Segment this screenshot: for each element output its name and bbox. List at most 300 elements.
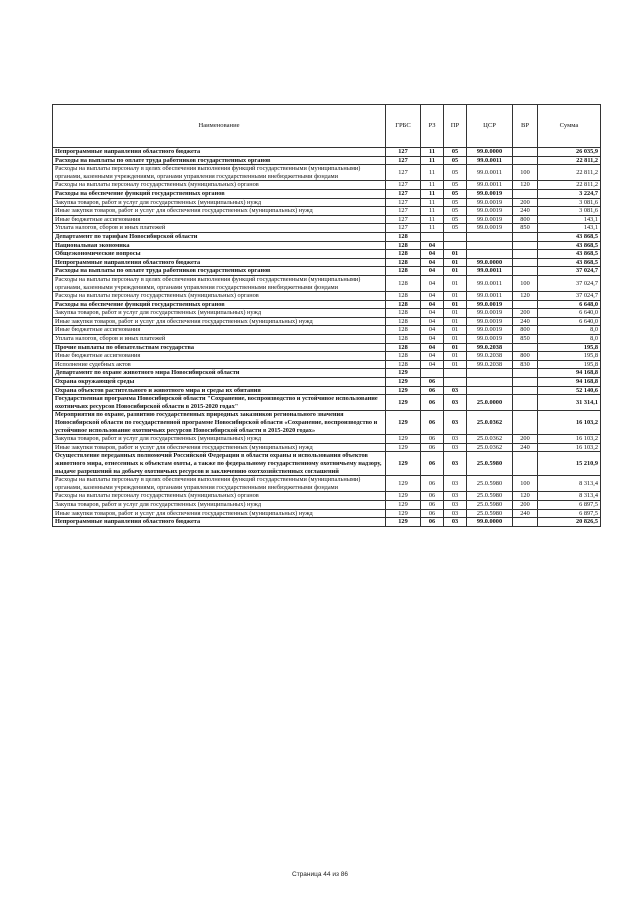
cell-vr	[513, 378, 538, 387]
cell-vr: 100	[513, 476, 538, 492]
table-row	[53, 395, 601, 411]
cell-rz: 04	[421, 250, 444, 259]
cell-pr	[444, 378, 467, 387]
cell-grbs: 129	[386, 369, 421, 378]
cell-vr: 800	[513, 326, 538, 335]
cell-pr: 03	[444, 518, 467, 527]
cell-name: Непрограммные направления областного бюджета	[53, 258, 386, 267]
cell-name: Осуществление переданных полномочий Российской Федерации в области охраны и использования объектов животного мира, отнесенных к объектам охоты, а также по федеральному государственному охотничьему надзору, выдаче разрешений на добычу охотничьих ресурсов и заключению охотхозяйственных соглашений	[53, 452, 386, 476]
cell-pr: 05	[444, 224, 467, 233]
cell-rz: 06	[421, 378, 444, 387]
cell-rz: 06	[421, 386, 444, 395]
cell-grbs: 128	[386, 360, 421, 369]
cell-rz: 04	[421, 300, 444, 309]
table-row	[53, 476, 601, 492]
cell-pr: 01	[444, 275, 467, 291]
header-name: Наименование	[53, 105, 386, 148]
cell-sum: 43 868,5	[538, 250, 601, 259]
cell-rz: 06	[421, 411, 444, 435]
cell-grbs: 128	[386, 300, 421, 309]
cell-grbs: 127	[386, 215, 421, 224]
cell-name: Государственная программа Новосибирской области "Сохранение, воспроизводство и устойчивое использование охотничьих ресурсов Новосибирской области в 2015-2020 годах"	[53, 395, 386, 411]
cell-name: Расходы на выплаты персоналу государственных (муниципальных) органов	[53, 181, 386, 190]
cell-name: Исполнение судебных актов	[53, 360, 386, 369]
cell-name: Уплата налогов, сборов и иных платежей	[53, 224, 386, 233]
cell-name: Расходы на выплаты персоналу в целях обеспечения выполнения функций государственными (муниципальными) органами, казенными учреждениями, органами управления государственными внебюджетными фондами	[53, 165, 386, 181]
cell-csr: 99.0.0011	[467, 267, 513, 276]
table-row	[53, 452, 601, 476]
table-row	[53, 189, 601, 198]
cell-csr: 99.0.0019	[467, 215, 513, 224]
cell-name: Иные закупки товаров, работ и услуг для обеспечения государственных (муниципальных) нужд	[53, 317, 386, 326]
table-row	[53, 443, 601, 452]
cell-name: Мероприятия по охране, развитию государственных природных заказников регионального значения Новосибирской области по государственной программе Новосибирской области «Сохранение, воспроизводство и устойчивое использование охотничьих ресурсов Новосибирской области в 2015-2020 годах»	[53, 411, 386, 435]
cell-csr	[467, 378, 513, 387]
cell-pr: 03	[444, 509, 467, 518]
cell-grbs: 129	[386, 452, 421, 476]
cell-pr: 01	[444, 335, 467, 344]
header-sum: Сумма	[538, 105, 601, 148]
cell-name: Расходы на выплаты персоналу в целях обеспечения выполнения функций государственными (муниципальными) органами, казенными учреждениями, органами управления государственными внебюджетными фондами	[53, 476, 386, 492]
cell-vr: 800	[513, 215, 538, 224]
cell-csr: 99.0.2038	[467, 352, 513, 361]
cell-rz: 06	[421, 500, 444, 509]
header-rz: РЗ	[421, 105, 444, 148]
table-row	[53, 435, 601, 444]
cell-csr: 25.0.5980	[467, 500, 513, 509]
cell-pr: 01	[444, 352, 467, 361]
cell-pr: 01	[444, 250, 467, 259]
cell-sum: 195,8	[538, 352, 601, 361]
cell-sum: 3 224,7	[538, 189, 601, 198]
cell-sum: 43 868,5	[538, 232, 601, 241]
cell-name: Расходы на выплаты персоналу в целях обеспечения выполнения функций государственными (муниципальными) органами, казенными учреждениями, органами управления государственными внебюджетными фондами	[53, 275, 386, 291]
cell-name: Департамент по тарифам Новосибирской области	[53, 232, 386, 241]
cell-name: Расходы на выплаты по оплате труда работников государственных органов	[53, 156, 386, 165]
cell-vr	[513, 518, 538, 527]
cell-rz: 06	[421, 492, 444, 501]
cell-name: Непрограммные направления областного бюджета	[53, 518, 386, 527]
cell-grbs: 127	[386, 189, 421, 198]
table-row	[53, 224, 601, 233]
cell-pr: 01	[444, 317, 467, 326]
cell-vr	[513, 156, 538, 165]
table-row	[53, 165, 601, 181]
table-row	[53, 352, 601, 361]
cell-csr	[467, 232, 513, 241]
cell-rz: 04	[421, 352, 444, 361]
cell-vr: 200	[513, 500, 538, 509]
cell-rz: 06	[421, 395, 444, 411]
cell-pr: 05	[444, 215, 467, 224]
table-row	[53, 181, 601, 190]
cell-name: Закупка товаров, работ и услуг для государственных (муниципальных) нужд	[53, 198, 386, 207]
cell-csr: 99.0.0000	[467, 258, 513, 267]
table-row	[53, 386, 601, 395]
cell-csr: 99.0.0019	[467, 326, 513, 335]
cell-vr: 240	[513, 443, 538, 452]
cell-sum: 43 868,5	[538, 258, 601, 267]
cell-grbs: 129	[386, 435, 421, 444]
cell-pr: 05	[444, 198, 467, 207]
table-row	[53, 148, 601, 157]
budget-table	[52, 104, 601, 527]
cell-sum: 37 024,7	[538, 292, 601, 301]
cell-grbs: 127	[386, 198, 421, 207]
cell-csr: 99.0.0019	[467, 198, 513, 207]
cell-grbs: 128	[386, 309, 421, 318]
cell-csr: 99.0.0019	[467, 317, 513, 326]
cell-csr: 99.0.0019	[467, 300, 513, 309]
table-row	[53, 343, 601, 352]
cell-pr: 03	[444, 500, 467, 509]
cell-grbs: 127	[386, 207, 421, 216]
cell-pr: 05	[444, 207, 467, 216]
table-row	[53, 241, 601, 250]
cell-rz: 06	[421, 452, 444, 476]
cell-csr: 99.0.0011	[467, 181, 513, 190]
cell-csr: 25.0.5980	[467, 452, 513, 476]
cell-sum: 195,8	[538, 360, 601, 369]
cell-rz: 11	[421, 207, 444, 216]
cell-sum: 3 081,6	[538, 207, 601, 216]
cell-rz: 04	[421, 292, 444, 301]
cell-pr: 03	[444, 386, 467, 395]
table-row	[53, 317, 601, 326]
table-row	[53, 518, 601, 527]
budget-table-container	[52, 104, 600, 527]
cell-rz: 06	[421, 435, 444, 444]
cell-csr: 99.0.0011	[467, 292, 513, 301]
cell-rz: 06	[421, 443, 444, 452]
cell-sum: 6 897,5	[538, 500, 601, 509]
table-row	[53, 258, 601, 267]
cell-vr: 200	[513, 435, 538, 444]
cell-rz: 11	[421, 148, 444, 157]
cell-rz: 04	[421, 326, 444, 335]
cell-csr: 25.0.5980	[467, 492, 513, 501]
cell-grbs: 129	[386, 509, 421, 518]
cell-csr: 99.0.0011	[467, 275, 513, 291]
table-row	[53, 232, 601, 241]
table-header-row	[53, 105, 601, 148]
cell-vr: 240	[513, 317, 538, 326]
cell-vr: 850	[513, 224, 538, 233]
cell-rz: 11	[421, 181, 444, 190]
table-row	[53, 492, 601, 501]
table-row	[53, 369, 601, 378]
cell-grbs: 128	[386, 250, 421, 259]
cell-vr: 830	[513, 360, 538, 369]
header-pr: ПР	[444, 105, 467, 148]
cell-name: Иные закупки товаров, работ и услуг для обеспечения государственных (муниципальных) нужд	[53, 509, 386, 518]
cell-rz: 11	[421, 156, 444, 165]
cell-vr	[513, 343, 538, 352]
cell-csr	[467, 369, 513, 378]
cell-csr: 99.0.2038	[467, 360, 513, 369]
table-row	[53, 215, 601, 224]
header-vr: ВР	[513, 105, 538, 148]
table-row	[53, 292, 601, 301]
cell-grbs: 129	[386, 395, 421, 411]
cell-grbs: 129	[386, 411, 421, 435]
table-row	[53, 309, 601, 318]
cell-name: Охрана объектов растительного и животного мира и среды их обитания	[53, 386, 386, 395]
cell-rz: 06	[421, 518, 444, 527]
cell-grbs: 129	[386, 518, 421, 527]
cell-pr: 01	[444, 360, 467, 369]
cell-grbs: 128	[386, 267, 421, 276]
cell-vr	[513, 386, 538, 395]
cell-pr: 01	[444, 343, 467, 352]
table-row	[53, 335, 601, 344]
table-row	[53, 267, 601, 276]
page-number: Страница 44 из 86	[292, 871, 348, 878]
cell-rz: 04	[421, 275, 444, 291]
cell-vr: 200	[513, 309, 538, 318]
cell-name: Иные закупки товаров, работ и услуг для обеспечения государственных (муниципальных) нужд	[53, 443, 386, 452]
cell-pr: 05	[444, 189, 467, 198]
cell-grbs: 128	[386, 275, 421, 291]
cell-sum: 6 897,5	[538, 509, 601, 518]
table-row	[53, 378, 601, 387]
cell-sum: 8,0	[538, 326, 601, 335]
cell-rz: 06	[421, 509, 444, 518]
cell-rz: 06	[421, 476, 444, 492]
cell-grbs: 128	[386, 335, 421, 344]
cell-name: Расходы на выплаты по оплате труда работников государственных органов	[53, 267, 386, 276]
cell-csr: 99.0.0000	[467, 148, 513, 157]
cell-sum: 143,1	[538, 215, 601, 224]
cell-name: Расходы на выплаты персоналу государственных (муниципальных) органов	[53, 292, 386, 301]
table-row	[53, 326, 601, 335]
cell-pr: 05	[444, 181, 467, 190]
cell-grbs: 129	[386, 476, 421, 492]
cell-rz: 11	[421, 189, 444, 198]
cell-vr: 800	[513, 352, 538, 361]
cell-vr	[513, 411, 538, 435]
cell-vr	[513, 258, 538, 267]
cell-name: Национальная экономика	[53, 241, 386, 250]
cell-sum: 22 811,2	[538, 156, 601, 165]
cell-csr: 25.0.0000	[467, 395, 513, 411]
cell-sum: 43 868,5	[538, 241, 601, 250]
cell-vr	[513, 232, 538, 241]
cell-name: Закупка товаров, работ и услуг для государственных (муниципальных) нужд	[53, 500, 386, 509]
cell-sum: 16 103,2	[538, 435, 601, 444]
table-row	[53, 300, 601, 309]
table-row	[53, 275, 601, 291]
cell-grbs: 129	[386, 443, 421, 452]
cell-sum: 37 024,7	[538, 267, 601, 276]
table-row	[53, 411, 601, 435]
cell-grbs: 129	[386, 492, 421, 501]
cell-grbs: 127	[386, 224, 421, 233]
cell-pr: 03	[444, 492, 467, 501]
cell-vr: 100	[513, 275, 538, 291]
cell-csr: 99.0.0011	[467, 165, 513, 181]
table-row	[53, 509, 601, 518]
cell-vr: 120	[513, 292, 538, 301]
cell-sum: 94 168,8	[538, 369, 601, 378]
cell-sum: 31 314,1	[538, 395, 601, 411]
cell-sum: 20 826,5	[538, 518, 601, 527]
cell-vr	[513, 148, 538, 157]
cell-rz: 04	[421, 343, 444, 352]
cell-sum: 6 640,0	[538, 317, 601, 326]
cell-grbs: 127	[386, 181, 421, 190]
cell-sum: 37 024,7	[538, 275, 601, 291]
cell-name: Закупка товаров, работ и услуг для государственных (муниципальных) нужд	[53, 435, 386, 444]
cell-pr	[444, 232, 467, 241]
cell-sum: 8 313,4	[538, 476, 601, 492]
cell-name: Уплата налогов, сборов и иных платежей	[53, 335, 386, 344]
cell-csr: 25.0.0362	[467, 443, 513, 452]
cell-name: Общеэкономические вопросы	[53, 250, 386, 259]
cell-rz	[421, 369, 444, 378]
cell-pr: 03	[444, 443, 467, 452]
cell-vr	[513, 241, 538, 250]
cell-sum: 94 168,8	[538, 378, 601, 387]
cell-csr: 25.0.0362	[467, 411, 513, 435]
cell-grbs: 128	[386, 241, 421, 250]
cell-name: Расходы на обеспечение функций государственных органов	[53, 189, 386, 198]
cell-csr: 99.0.0019	[467, 309, 513, 318]
cell-grbs: 128	[386, 232, 421, 241]
cell-name: Закупка товаров, работ и услуг для государственных (муниципальных) нужд	[53, 309, 386, 318]
cell-grbs: 128	[386, 292, 421, 301]
cell-csr: 99.0.0019	[467, 207, 513, 216]
cell-vr	[513, 250, 538, 259]
cell-vr	[513, 267, 538, 276]
cell-sum: 6 640,0	[538, 309, 601, 318]
table-body	[53, 148, 601, 527]
cell-pr: 01	[444, 292, 467, 301]
cell-pr: 03	[444, 395, 467, 411]
table-row	[53, 500, 601, 509]
cell-vr: 120	[513, 181, 538, 190]
cell-rz: 04	[421, 267, 444, 276]
cell-csr: 99.0.0011	[467, 156, 513, 165]
cell-csr: 99.0.0019	[467, 224, 513, 233]
cell-pr: 03	[444, 411, 467, 435]
cell-vr	[513, 369, 538, 378]
cell-csr	[467, 386, 513, 395]
cell-vr: 200	[513, 198, 538, 207]
header-grbs: ГРБС	[386, 105, 421, 148]
cell-sum: 26 035,9	[538, 148, 601, 157]
cell-rz: 04	[421, 335, 444, 344]
cell-rz: 04	[421, 258, 444, 267]
cell-rz: 11	[421, 224, 444, 233]
cell-name: Расходы на выплаты персоналу государственных (муниципальных) органов	[53, 492, 386, 501]
cell-csr: 99.0.2038	[467, 343, 513, 352]
cell-rz	[421, 232, 444, 241]
table-row	[53, 360, 601, 369]
cell-csr	[467, 250, 513, 259]
cell-rz: 04	[421, 360, 444, 369]
cell-csr	[467, 241, 513, 250]
cell-name: Непрограммные направления областного бюджета	[53, 148, 386, 157]
cell-vr	[513, 189, 538, 198]
cell-rz: 11	[421, 165, 444, 181]
cell-sum: 195,8	[538, 343, 601, 352]
cell-rz: 04	[421, 309, 444, 318]
cell-grbs: 128	[386, 343, 421, 352]
cell-csr: 25.0.5980	[467, 509, 513, 518]
table-row	[53, 250, 601, 259]
cell-csr: 99.0.0019	[467, 335, 513, 344]
cell-sum: 8,0	[538, 335, 601, 344]
cell-name: Охрана окружающей среды	[53, 378, 386, 387]
cell-rz: 11	[421, 198, 444, 207]
cell-pr: 01	[444, 326, 467, 335]
cell-pr: 05	[444, 148, 467, 157]
cell-name: Прочие выплаты по обязательствам государства	[53, 343, 386, 352]
cell-pr: 03	[444, 435, 467, 444]
cell-pr	[444, 241, 467, 250]
cell-pr: 01	[444, 300, 467, 309]
cell-sum: 3 081,6	[538, 198, 601, 207]
cell-csr: 25.0.0362	[467, 435, 513, 444]
cell-pr: 01	[444, 309, 467, 318]
cell-vr	[513, 452, 538, 476]
cell-sum: 15 210,9	[538, 452, 601, 476]
cell-sum: 16 103,2	[538, 411, 601, 435]
cell-grbs: 127	[386, 165, 421, 181]
cell-vr: 100	[513, 165, 538, 181]
cell-rz: 11	[421, 215, 444, 224]
cell-grbs: 128	[386, 326, 421, 335]
cell-sum: 6 648,0	[538, 300, 601, 309]
cell-csr: 25.0.5980	[467, 476, 513, 492]
cell-rz: 04	[421, 241, 444, 250]
table-row	[53, 198, 601, 207]
cell-sum: 16 103,2	[538, 443, 601, 452]
cell-pr: 05	[444, 156, 467, 165]
header-csr: ЦСР	[467, 105, 513, 148]
cell-csr: 99.0.0019	[467, 189, 513, 198]
cell-csr: 99.0.0000	[467, 518, 513, 527]
cell-name: Иные бюджетные ассигнования	[53, 215, 386, 224]
cell-grbs: 127	[386, 148, 421, 157]
cell-pr	[444, 369, 467, 378]
cell-vr: 850	[513, 335, 538, 344]
cell-name: Иные закупки товаров, работ и услуг для обеспечения государственных (муниципальных) нужд	[53, 207, 386, 216]
cell-vr: 240	[513, 509, 538, 518]
cell-sum: 22 811,2	[538, 165, 601, 181]
cell-grbs: 127	[386, 156, 421, 165]
cell-pr: 03	[444, 452, 467, 476]
cell-vr: 240	[513, 207, 538, 216]
cell-sum: 143,1	[538, 224, 601, 233]
cell-sum: 52 140,6	[538, 386, 601, 395]
cell-name: Расходы на обеспечение функций государственных органов	[53, 300, 386, 309]
cell-grbs: 129	[386, 378, 421, 387]
cell-vr	[513, 395, 538, 411]
cell-pr: 03	[444, 476, 467, 492]
cell-rz: 04	[421, 317, 444, 326]
cell-sum: 22 811,2	[538, 181, 601, 190]
table-row	[53, 156, 601, 165]
cell-pr: 01	[444, 267, 467, 276]
cell-name: Иные бюджетные ассигнования	[53, 326, 386, 335]
cell-grbs: 128	[386, 258, 421, 267]
cell-grbs: 128	[386, 352, 421, 361]
cell-grbs: 129	[386, 386, 421, 395]
cell-pr: 01	[444, 258, 467, 267]
cell-grbs: 129	[386, 500, 421, 509]
